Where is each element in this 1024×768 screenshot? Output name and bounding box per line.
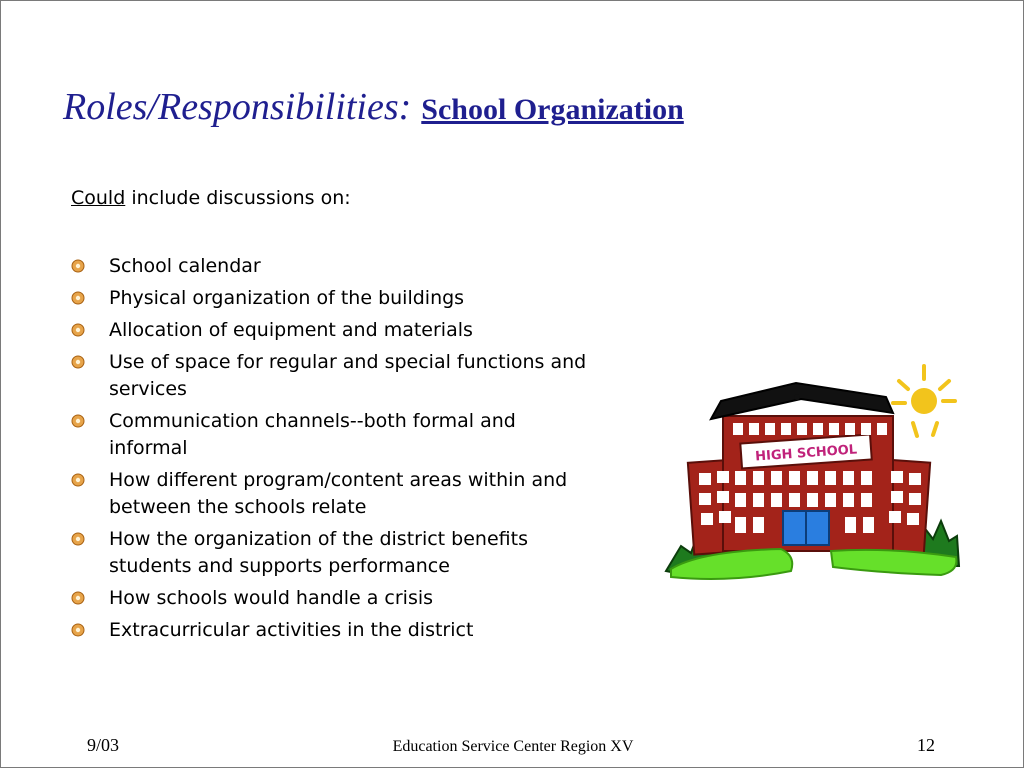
bullet-icon [71,291,85,305]
list-item: Communication channels--both formal and informal [71,408,591,462]
bullet-list [71,253,591,649]
footer-page-number: 12 [917,735,935,755]
list-item: How different program/content areas within and between the schools relate [71,467,591,521]
roof-window [794,394,800,400]
intro-underlined: Could [71,187,126,209]
intro-text [71,187,351,209]
bullet-icon [71,623,85,637]
list-item: Physical organization of the buildings [71,285,591,312]
intro-rest: include discussions on: [125,187,351,209]
footer-organization: Education Service Center Region XV [392,738,634,755]
list-item: School calendar [71,253,591,280]
school-sign-text: HIGH SCHOOL [754,442,858,465]
bullet-icon [71,473,85,487]
bullet-icon [71,414,85,428]
bullet-icon [71,532,85,546]
roof [711,383,893,419]
bullet-icon [71,591,85,605]
high-school-clipart [661,361,961,586]
bullet-icon [71,355,85,369]
list-item: Extracurricular activities in the district [71,617,591,644]
list-item: How schools would handle a crisis [71,585,591,612]
list-item: Allocation of equipment and materials [71,317,591,344]
list-item: Use of space for regular and special functions and services [71,349,591,403]
title-italic: Roles/Responsibilities: [63,86,412,128]
grass-right [831,550,956,575]
title-bold: School Organization [421,93,684,126]
footer-date: 9/03 [87,735,120,755]
bullet-icon [71,259,85,273]
list-item: How the organization of the district benefits students and supports performance [71,526,591,580]
bullet-icon [71,323,85,337]
sun-icon [893,366,955,436]
slide-title [63,85,684,129]
